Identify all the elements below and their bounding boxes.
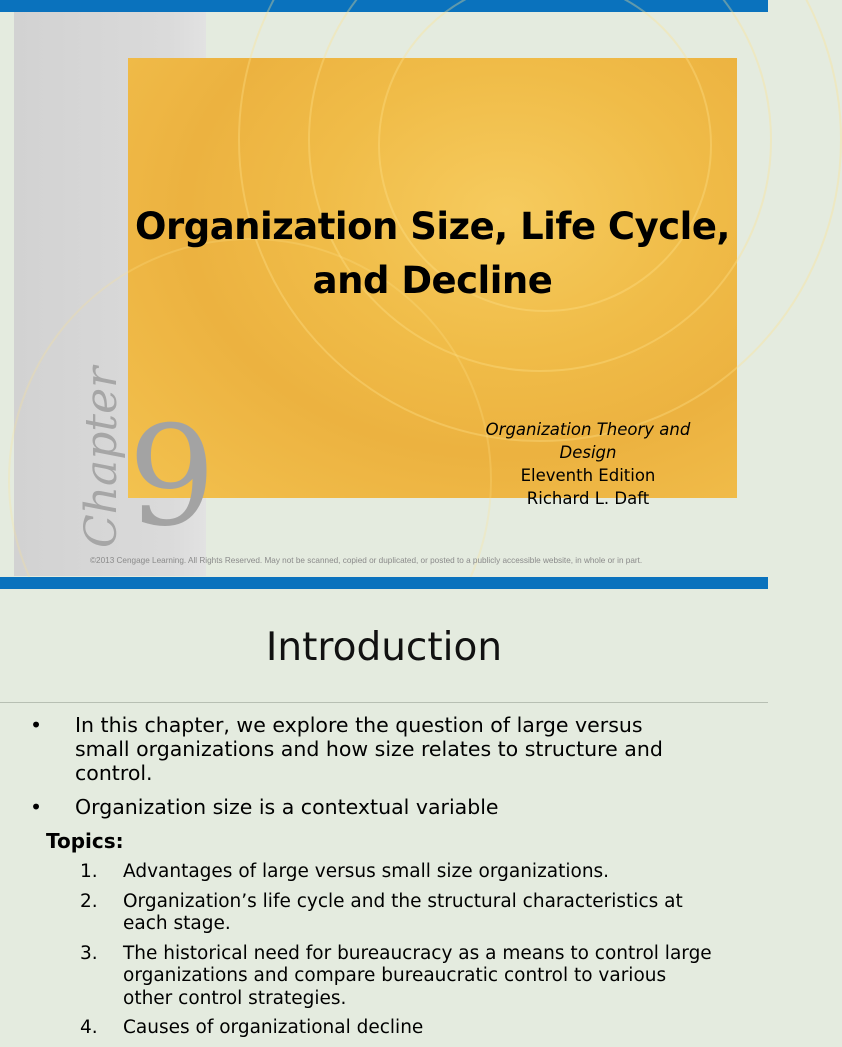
topic-line: each stage. (123, 913, 231, 934)
slide-title (128, 200, 737, 308)
bullet-item (30, 795, 730, 819)
topic-item (30, 1017, 730, 1040)
author: Richard L. Daft (526, 489, 650, 508)
edition: Eleventh Edition (520, 466, 656, 485)
bullet-line: In this chapter, we explore the question of large versus (75, 713, 643, 737)
topic-number: 1. (80, 861, 98, 882)
chapter-word-text: Chapter (76, 366, 127, 548)
topic-item (30, 891, 730, 936)
topic-line: Advantages of large versus small size organizations. (123, 861, 610, 882)
book-info (458, 418, 718, 510)
bullet-marker: • (30, 795, 43, 819)
slide-body (30, 713, 730, 1047)
heading-rule (0, 702, 768, 703)
copyright-notice: ©2013 Cengage Learning. All Rights Reserved. May not be scanned, copied or duplicated, or posted to a publicly accessible website, in whole or in part. (90, 556, 643, 565)
bullet-marker: • (30, 713, 43, 737)
chapter-number: 9 (128, 396, 216, 557)
title-panel (128, 58, 737, 508)
book-title: Organization Theory and Design (485, 420, 691, 462)
topic-item (30, 861, 730, 884)
bullet-line: control. (75, 761, 153, 785)
topic-line: Causes of organizational decline (123, 1017, 424, 1038)
topic-line: other control strategies. (123, 987, 347, 1009)
slide-divider-bar (0, 577, 768, 589)
topic-number: 3. (80, 942, 98, 964)
topic-line: organizations and compare bureaucratic control to various (123, 965, 667, 986)
bullet-line: small organizations and how size relates to structure and (75, 737, 663, 761)
slide-heading: Introduction (265, 625, 503, 670)
topic-number: 2. (80, 890, 98, 912)
bullet-line: Organization size is a contextual variable (75, 795, 499, 819)
topic-number: 4. (80, 1017, 98, 1038)
slide-title-line-2: and Decline (312, 259, 553, 302)
introduction-slide (0, 589, 768, 1038)
topic-item (30, 943, 730, 1011)
topic-line: Organization’s life cycle and the structural characteristics at (123, 890, 683, 912)
slide-title-line-1: Organization Size, Life Cycle, (135, 205, 730, 248)
topics-label: Topics: (46, 829, 124, 853)
bullet-item (30, 713, 730, 785)
topic-line: The historical need for bureaucracy as a means to control large (123, 942, 712, 964)
